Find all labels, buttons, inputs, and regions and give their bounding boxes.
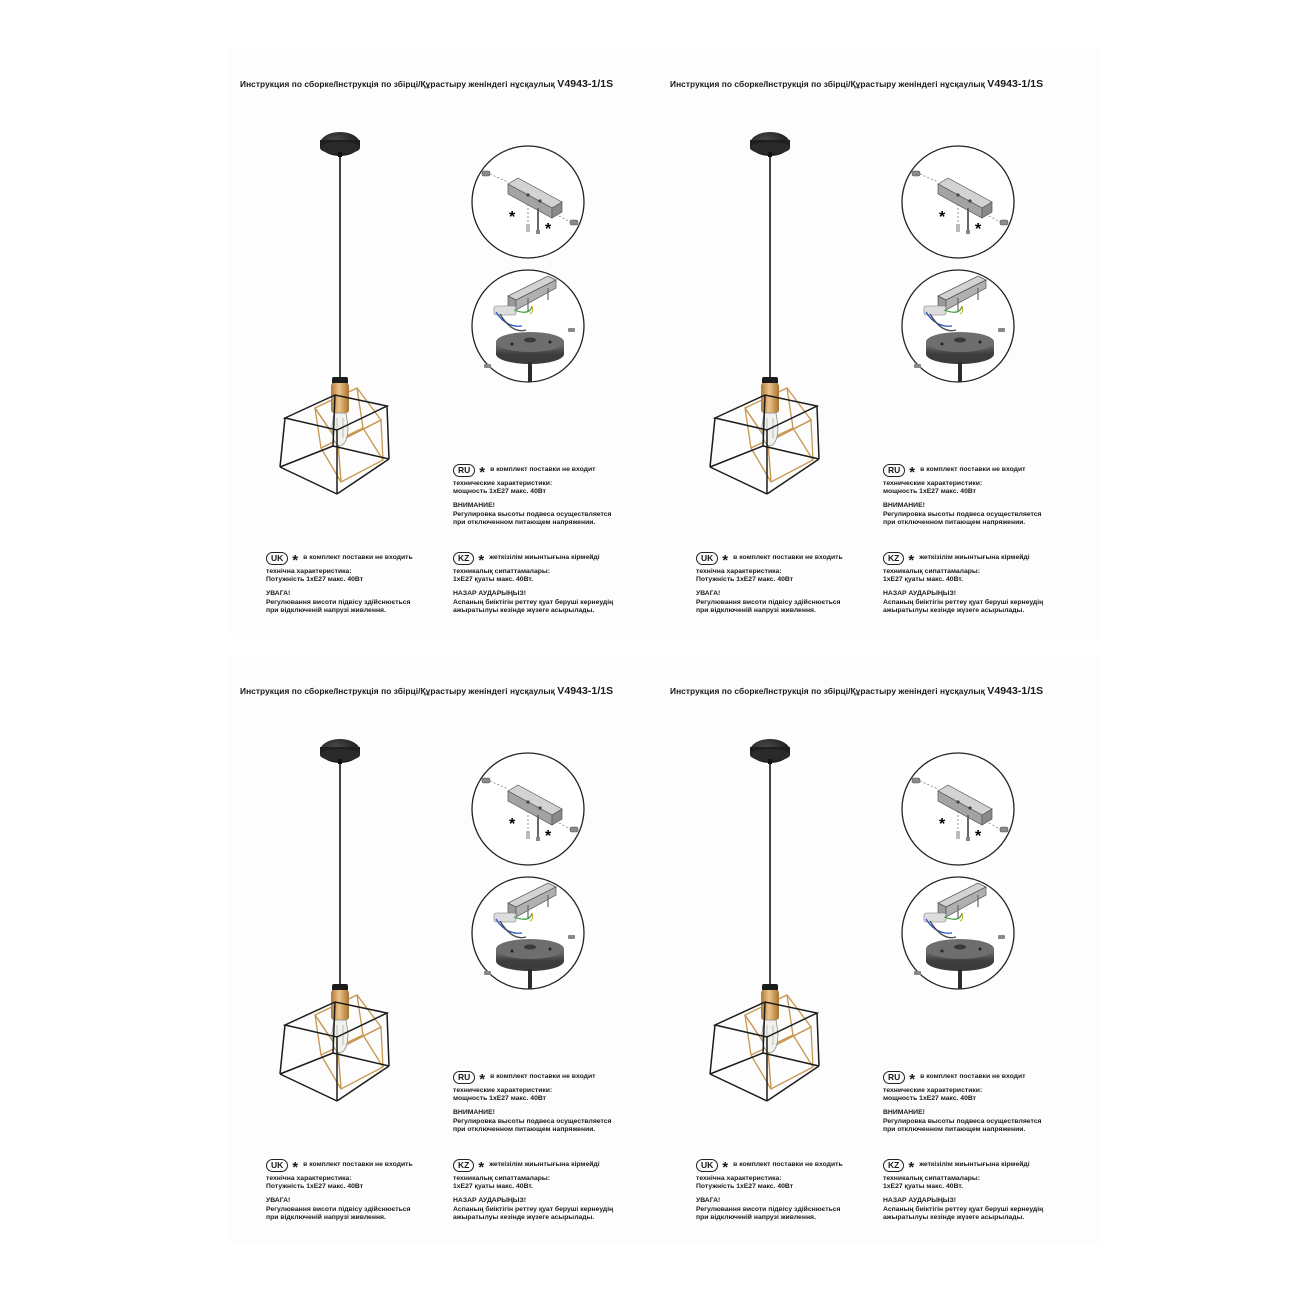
sheet-title: Инструкция по сборке/Інструкція по збірці/Құрастыру женіндегі нұсқаулық V4943-1/1S bbox=[240, 78, 614, 90]
warning-text: при отключенном питающем напряжении. bbox=[453, 1125, 596, 1133]
warning-title: НАЗАР АУДАРЫҢЫЗ! bbox=[883, 590, 956, 598]
warning-title: УВАГА! bbox=[696, 1197, 721, 1205]
warning-title: НАЗАР АУДАРЫҢЫЗ! bbox=[883, 1197, 956, 1205]
warning-text: при отключенном питающем напряжении. bbox=[453, 518, 596, 526]
asterisk-mark: * bbox=[292, 1158, 299, 1176]
specs-value: мощность 1хЕ27 макс. 40Вт bbox=[883, 1095, 977, 1103]
ru-badge: RU bbox=[453, 1071, 475, 1084]
wiring-diagram bbox=[900, 268, 1018, 386]
ru-info-block bbox=[883, 464, 1041, 527]
instruction-sheet bbox=[230, 48, 670, 638]
not-included-note: жеткізілім жиынтығына кірмейді bbox=[489, 1161, 600, 1169]
instruction-sheet bbox=[660, 48, 1100, 638]
asterisk-mark: * bbox=[908, 1158, 915, 1176]
uk-badge: UK bbox=[696, 552, 718, 565]
ru-badge: RU bbox=[453, 464, 475, 477]
specs-title: технические характеристики: bbox=[453, 480, 553, 487]
not-included-note: жеткізілім жиынтығына кірмейді bbox=[489, 554, 600, 562]
kz-badge: KZ bbox=[883, 552, 904, 565]
wiring-diagram bbox=[900, 875, 1018, 993]
specs-title: технические характеристики: bbox=[453, 1087, 553, 1094]
bracket-mounting-diagram bbox=[900, 751, 1018, 869]
asterisk-mark: * bbox=[509, 816, 516, 833]
instruction-sheet bbox=[660, 655, 1100, 1245]
specs-value: 1хЕ27 қуаты макс. 40Вт. bbox=[883, 1183, 964, 1191]
pendant-lamp-illustration bbox=[275, 130, 400, 500]
asterisk-mark: * bbox=[975, 221, 982, 238]
warning-text: ажыратылуы кезінде жүзеге асырылады. bbox=[883, 606, 1025, 614]
kz-badge: KZ bbox=[883, 1159, 904, 1172]
ru-info-block bbox=[453, 1071, 611, 1134]
model-code: V4943-1/1S bbox=[987, 685, 1044, 697]
warning-text: ажыратылуы кезінде жүзеге асырылады. bbox=[453, 606, 595, 614]
ru-badge: RU bbox=[883, 1071, 905, 1084]
asterisk-mark: * bbox=[909, 463, 916, 481]
warning-text: при отключенном питающем напряжении. bbox=[883, 518, 1026, 526]
specs-value: 1хЕ27 қуаты макс. 40Вт. bbox=[883, 576, 964, 584]
specs-value: мощность 1хЕ27 макс. 40Вт bbox=[453, 488, 547, 496]
warning-title: УВАГА! bbox=[266, 590, 291, 598]
warning-text: Аспаның биіктігін реттеу қуат беруші кернеудің bbox=[453, 598, 614, 606]
warning-title: ВНИМАНИЕ! bbox=[453, 502, 495, 510]
uk-badge: UK bbox=[696, 1159, 718, 1172]
warning-text: Регулировка высоты подвеса осуществляется bbox=[883, 510, 1042, 518]
specs-title: технічна характеристика: bbox=[696, 568, 782, 575]
not-included-note: в комплект поставки не входить bbox=[303, 1161, 413, 1169]
not-included-note: жеткізілім жиынтығына кірмейді bbox=[919, 554, 1030, 562]
warning-text: ажыратылуы кезінде жүзеге асырылады. bbox=[883, 1213, 1025, 1221]
specs-value: Потужність 1хЕ27 макс. 40Вт bbox=[696, 576, 794, 584]
asterisk-mark: * bbox=[509, 209, 516, 226]
bracket-mounting-diagram bbox=[470, 751, 588, 869]
not-included-note: в комплект поставки не входит bbox=[920, 1073, 1026, 1081]
pendant-lamp-illustration bbox=[275, 737, 400, 1107]
specs-value: Потужність 1хЕ27 макс. 40Вт bbox=[696, 1183, 794, 1191]
kz-info-block bbox=[453, 1159, 613, 1222]
asterisk-mark: * bbox=[545, 221, 552, 238]
bracket-mounting-diagram bbox=[900, 144, 1018, 262]
not-included-note: в комплект поставки не входить bbox=[303, 554, 413, 562]
not-included-note: в комплект поставки не входить bbox=[733, 554, 843, 562]
asterisk-mark: * bbox=[479, 463, 486, 481]
asterisk-mark: * bbox=[292, 551, 299, 569]
model-code: V4943-1/1S bbox=[987, 78, 1044, 90]
specs-value: мощность 1хЕ27 макс. 40Вт bbox=[453, 1095, 547, 1103]
kz-info-block bbox=[453, 552, 613, 615]
sheet-title: Инструкция по сборке/Інструкція по збірці/Құрастыру женіндегі нұсқаулық V4943-1/1S bbox=[670, 685, 1044, 697]
asterisk-mark: * bbox=[975, 828, 982, 845]
not-included-note: жеткізілім жиынтығына кірмейді bbox=[919, 1161, 1030, 1169]
uk-badge: UK bbox=[266, 1159, 288, 1172]
warning-text: ажыратылуы кезінде жүзеге асырылады. bbox=[453, 1213, 595, 1221]
warning-text: Регулювання висоти підвісу здійснюється bbox=[266, 1205, 411, 1213]
model-code: V4943-1/1S bbox=[557, 685, 614, 697]
asterisk-mark: * bbox=[722, 551, 729, 569]
warning-text: Регулировка высоты подвеса осуществляется bbox=[453, 1117, 612, 1125]
warning-text: при отключенном питающем напряжении. bbox=[883, 1125, 1026, 1133]
warning-text: при відключеній напрузі живлення. bbox=[266, 606, 386, 614]
warning-title: ВНИМАНИЕ! bbox=[883, 502, 925, 510]
warning-text: Регулювання висоти підвісу здійснюється bbox=[696, 598, 841, 606]
specs-title: технические характеристики: bbox=[883, 480, 983, 487]
warning-text: Регулювання висоти підвісу здійснюється bbox=[266, 598, 411, 606]
specs-value: 1хЕ27 қуаты макс. 40Вт. bbox=[453, 1183, 534, 1191]
uk-info-block bbox=[696, 1159, 843, 1222]
warning-text: Регулировка высоты подвеса осуществляется bbox=[883, 1117, 1042, 1125]
warning-title: УВАГА! bbox=[266, 1197, 291, 1205]
kz-info-block bbox=[883, 1159, 1043, 1222]
bracket-mounting-diagram bbox=[470, 144, 588, 262]
ru-badge: RU bbox=[883, 464, 905, 477]
warning-title: УВАГА! bbox=[696, 590, 721, 598]
ru-info-block bbox=[883, 1071, 1041, 1134]
instruction-sheet bbox=[230, 655, 670, 1245]
sheet-title: Инструкция по сборке/Інструкція по збірці/Құрастыру женіндегі нұсқаулық V4943-1/1S bbox=[240, 685, 614, 697]
uk-badge: UK bbox=[266, 552, 288, 565]
not-included-note: в комплект поставки не входить bbox=[733, 1161, 843, 1169]
asterisk-mark: * bbox=[478, 551, 485, 569]
uk-info-block bbox=[266, 552, 413, 615]
asterisk-mark: * bbox=[908, 551, 915, 569]
asterisk-mark: * bbox=[545, 828, 552, 845]
not-included-note: в комплект поставки не входит bbox=[490, 1073, 596, 1081]
wiring-diagram bbox=[470, 268, 588, 386]
asterisk-mark: * bbox=[722, 1158, 729, 1176]
asterisk-mark: * bbox=[478, 1158, 485, 1176]
specs-title: технічна характеристика: bbox=[266, 568, 352, 575]
asterisk-mark: * bbox=[479, 1070, 486, 1088]
warning-title: НАЗАР АУДАРЫҢЫЗ! bbox=[453, 590, 526, 598]
specs-value: 1хЕ27 қуаты макс. 40Вт. bbox=[453, 576, 534, 584]
warning-text: Регулировка высоты подвеса осуществляется bbox=[453, 510, 612, 518]
pendant-lamp-illustration bbox=[705, 130, 830, 500]
wiring-diagram bbox=[470, 875, 588, 993]
warning-text: при відключеній напрузі живлення. bbox=[266, 1213, 386, 1221]
warning-title: ВНИМАНИЕ! bbox=[883, 1109, 925, 1117]
asterisk-mark: * bbox=[939, 816, 946, 833]
sheet-title: Инструкция по сборке/Інструкція по збірці/Құрастыру женіндегі нұсқаулық V4943-1/1S bbox=[670, 78, 1044, 90]
kz-info-block bbox=[883, 552, 1043, 615]
warning-text: Аспаның биіктігін реттеу қуат беруші кернеудің bbox=[883, 1205, 1044, 1213]
asterisk-mark: * bbox=[909, 1070, 916, 1088]
kz-badge: KZ bbox=[453, 552, 474, 565]
specs-title: техникалық сипаттамалары: bbox=[453, 568, 550, 575]
specs-title: технічна характеристика: bbox=[266, 1175, 352, 1182]
warning-text: при відключеній напрузі живлення. bbox=[696, 606, 816, 614]
model-code: V4943-1/1S bbox=[557, 78, 614, 90]
uk-info-block bbox=[696, 552, 843, 615]
not-included-note: в комплект поставки не входит bbox=[920, 466, 1026, 474]
warning-text: при відключеній напрузі живлення. bbox=[696, 1213, 816, 1221]
asterisk-mark: * bbox=[939, 209, 946, 226]
warning-title: ВНИМАНИЕ! bbox=[453, 1109, 495, 1117]
specs-value: Потужність 1хЕ27 макс. 40Вт bbox=[266, 576, 364, 584]
warning-text: Аспаның биіктігін реттеу қуат беруші кернеудің bbox=[883, 598, 1044, 606]
not-included-note: в комплект поставки не входит bbox=[490, 466, 596, 474]
specs-title: техникалық сипаттамалары: bbox=[883, 568, 980, 575]
warning-text: Аспаның биіктігін реттеу қуат беруші кернеудің bbox=[453, 1205, 614, 1213]
specs-title: техникалық сипаттамалары: bbox=[453, 1175, 550, 1182]
specs-title: технические характеристики: bbox=[883, 1087, 983, 1094]
specs-value: мощность 1хЕ27 макс. 40Вт bbox=[883, 488, 977, 496]
uk-info-block bbox=[266, 1159, 413, 1222]
specs-title: технічна характеристика: bbox=[696, 1175, 782, 1182]
warning-text: Регулювання висоти підвісу здійснюється bbox=[696, 1205, 841, 1213]
kz-badge: KZ bbox=[453, 1159, 474, 1172]
warning-title: НАЗАР АУДАРЫҢЫЗ! bbox=[453, 1197, 526, 1205]
ru-info-block bbox=[453, 464, 611, 527]
specs-value: Потужність 1хЕ27 макс. 40Вт bbox=[266, 1183, 364, 1191]
pendant-lamp-illustration bbox=[705, 737, 830, 1107]
specs-title: техникалық сипаттамалары: bbox=[883, 1175, 980, 1182]
